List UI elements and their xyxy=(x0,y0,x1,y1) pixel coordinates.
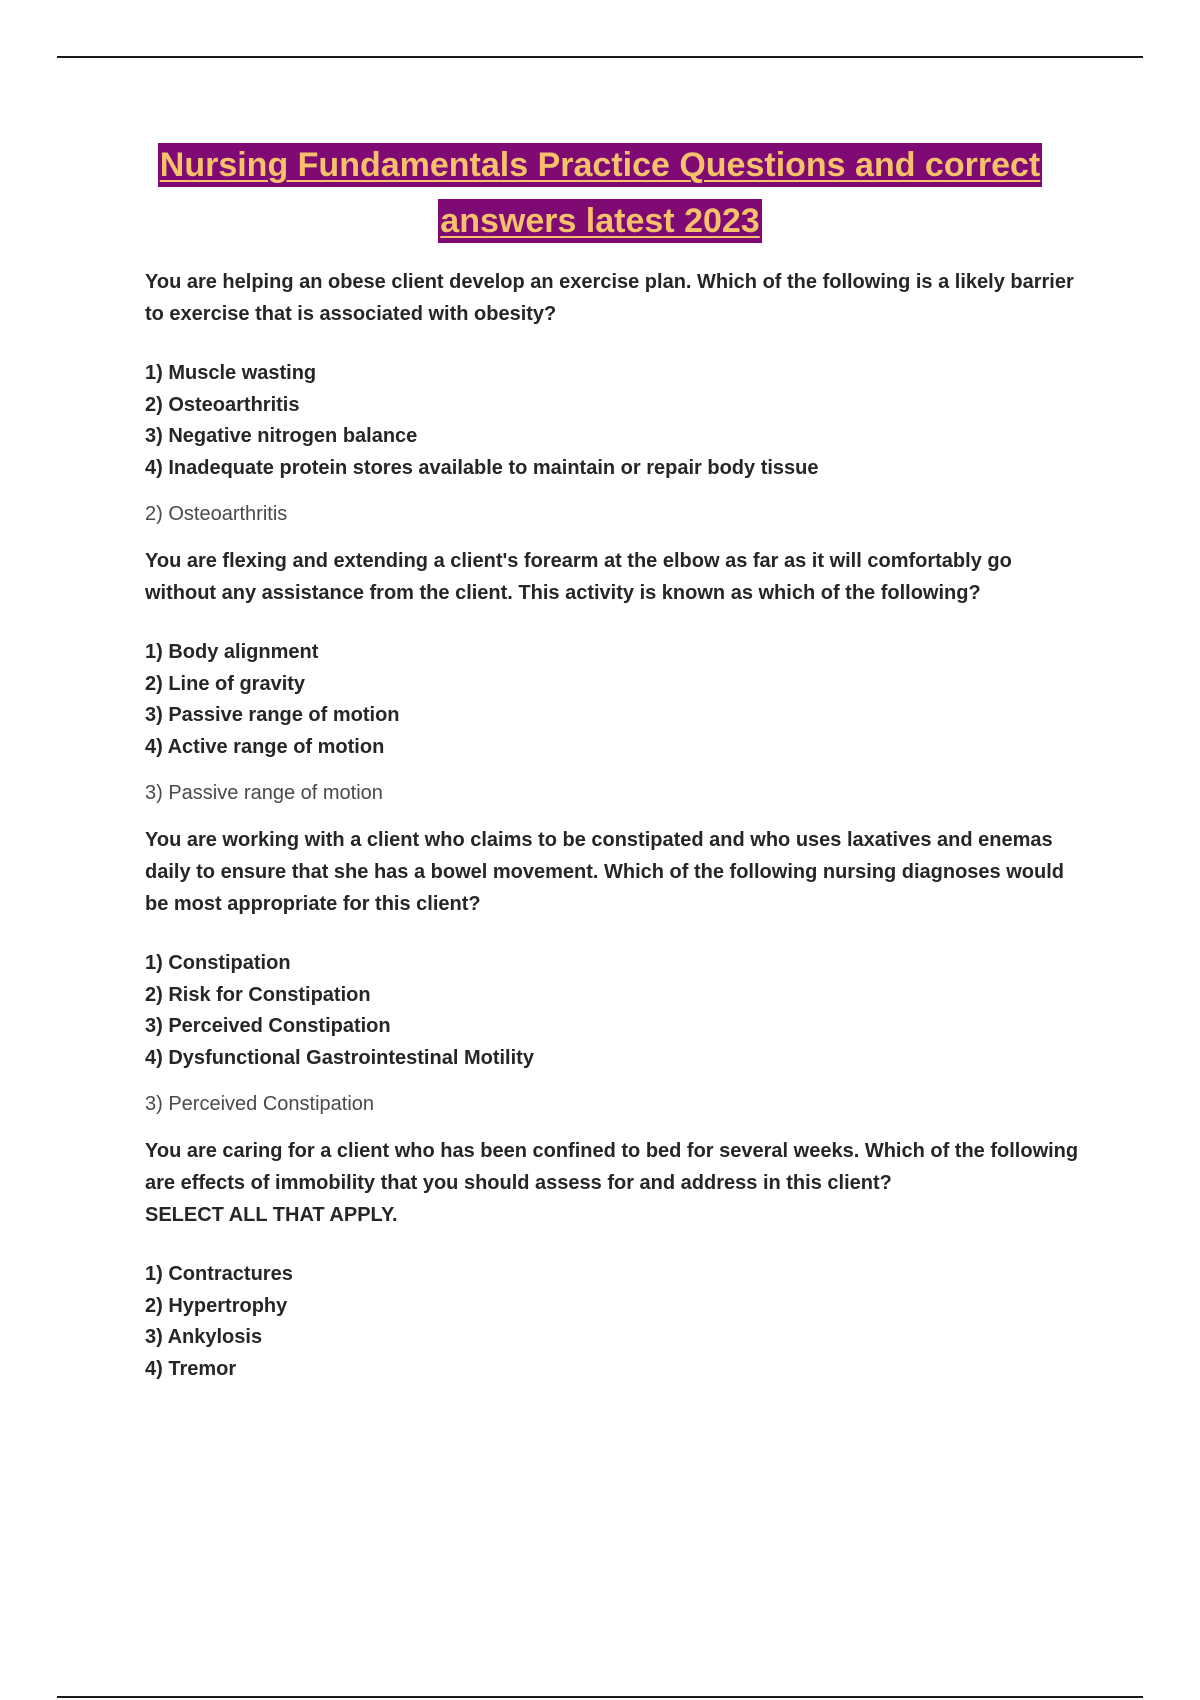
option-list xyxy=(145,948,1085,1074)
select-all-instruction: SELECT ALL THAT APPLY. xyxy=(145,1204,398,1226)
option-item: 3) Perceived Constipation xyxy=(145,1015,391,1037)
option-item: 2) Line of gravity xyxy=(145,672,306,695)
question-block-3 xyxy=(145,824,1085,1120)
question-text-main: You are caring for a client who has been confined to bed for several weeks. Which of the following are effects of immobility that you should assess for and address in this client? xyxy=(145,1140,1079,1194)
answer-text: 2) Osteoarthritis xyxy=(145,503,288,525)
option-item: 4) Tremor xyxy=(145,1357,237,1380)
question-text: You are flexing and extending a client's forearm at the elbow as far as it will comfortably go without any assistance from the client. This activity is known as which of the following? xyxy=(145,550,1012,604)
option-list xyxy=(145,637,1085,763)
document-title xyxy=(120,143,1080,255)
option-item: 2) Risk for Constipation xyxy=(145,983,371,1006)
answer-text: 3) Perceived Constipation xyxy=(145,1093,375,1115)
option-item: 2) Hypertrophy xyxy=(145,1294,288,1317)
option-item: 1) Body alignment xyxy=(145,641,319,663)
option-item: 2) Osteoarthritis xyxy=(145,393,300,416)
title-line-1: Nursing Fundamentals Practice Questions and correct xyxy=(158,143,1042,187)
option-item: 1) Constipation xyxy=(145,952,291,974)
option-item: 4) Dysfunctional Gastrointestinal Motility xyxy=(145,1046,534,1069)
option-item: 3) Ankylosis xyxy=(145,1326,263,1348)
option-item: 3) Negative nitrogen balance xyxy=(145,425,418,447)
bottom-rule xyxy=(57,1696,1143,1698)
question-block-2 xyxy=(145,545,1085,809)
option-item: 4) Inadequate protein stores available to maintain or repair body tissue xyxy=(145,456,819,479)
option-list xyxy=(145,358,1085,484)
option-item: 4) Active range of motion xyxy=(145,735,385,758)
title-line-2: answers latest 2023 xyxy=(438,199,761,243)
top-rule xyxy=(57,56,1143,58)
option-item: 1) Muscle wasting xyxy=(145,362,317,384)
question-text: You are working with a client who claims to be constipated and who uses laxatives and enemas daily to ensure that she has a bowel movement. Which of the following nursing diagnoses would be most appropriate for this client? xyxy=(145,829,1064,915)
option-list xyxy=(145,1259,1085,1385)
question-text xyxy=(145,1135,1085,1231)
question-block-1 xyxy=(145,266,1085,530)
option-item: 3) Passive range of motion xyxy=(145,704,400,726)
question-text: You are helping an obese client develop an exercise plan. Which of the following is a likely barrier to exercise that is associated with obesity? xyxy=(145,271,1074,325)
question-list xyxy=(145,266,1085,1400)
answer-text: 3) Passive range of motion xyxy=(145,782,383,804)
option-item: 1) Contractures xyxy=(145,1263,293,1285)
question-block-4 xyxy=(145,1135,1085,1385)
